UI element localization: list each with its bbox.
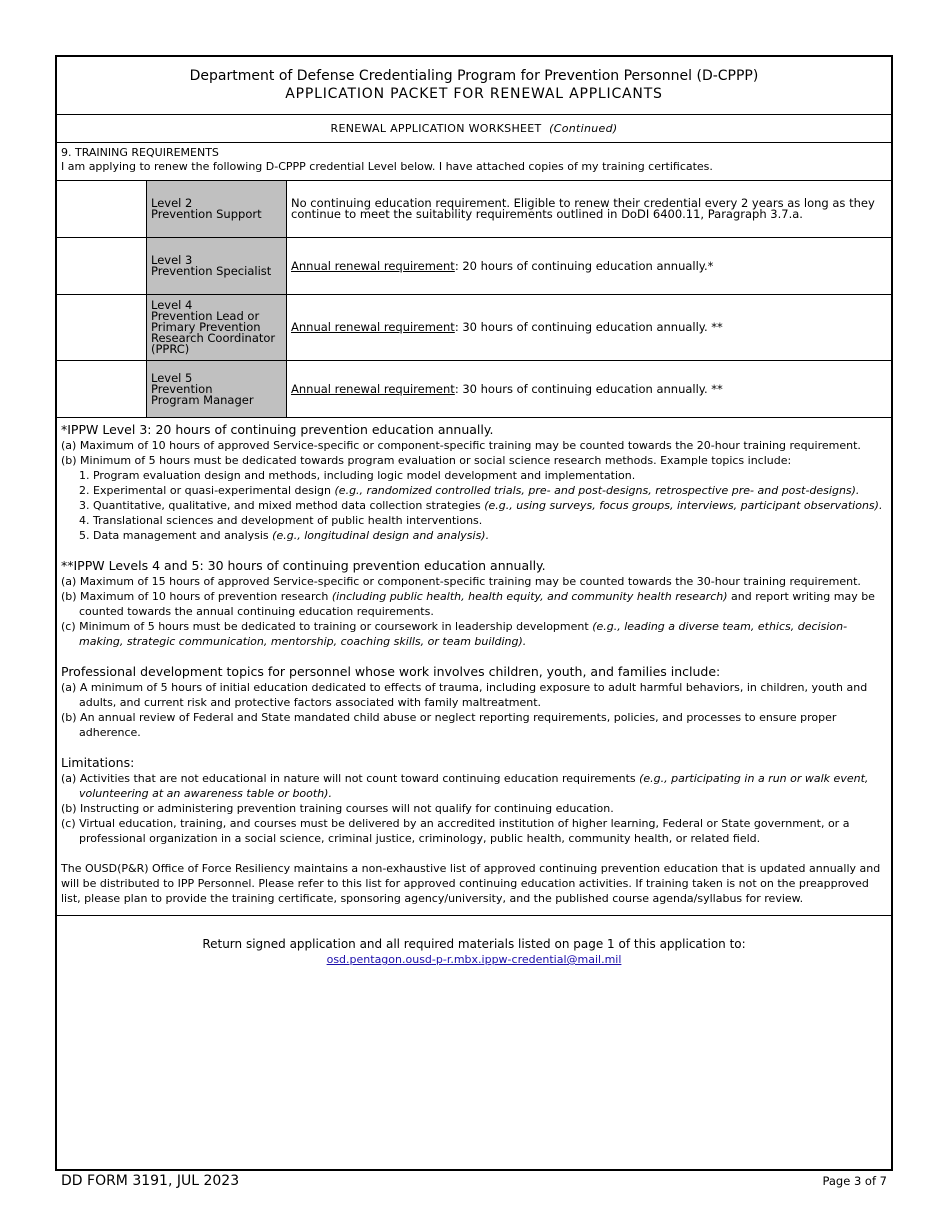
level-2-checkbox-cell[interactable] [57, 181, 147, 237]
packet-title: APPLICATION PACKET FOR RENEWAL APPLICANTS [285, 86, 663, 102]
note-item: (c) Virtual education, training, and courses must be delivered by an accredited institution of higher learning, Federal or State government, or a professional organization in a social science, criminal justice, criminology, public health, community health, or related field. [61, 817, 850, 845]
worksheet-title: RENEWAL APPLICATION WORKSHEET [330, 122, 542, 135]
requirement-label: Annual renewal requirement [291, 381, 455, 396]
topic-item: 2. Experimental or quasi-experimental design (e.g., randomized controlled trials, pre- and post-designs, retrospective pre- and post-designs). [79, 484, 860, 497]
return-text: Return signed application and all required materials listed on page 1 of this application to: [202, 937, 746, 951]
form-page [55, 55, 893, 1171]
requirement-label: Annual renewal requirement [291, 320, 455, 334]
note-item: (c) Minimum of 5 hours must be dedicated to training or coursework in leadership development (e.g., leading a diverse team, ethics, decision-making, strategic communication, mentorship, coaching skills, or team building). [61, 620, 848, 648]
requirement-text: : 20 hours of continuing education annually.* [454, 258, 714, 273]
level-number: Level 2 [151, 196, 193, 210]
level-5-label [147, 361, 287, 417]
level-3-checkbox-cell[interactable] [57, 238, 147, 294]
topic-item: 1. Program evaluation design and methods, including logic model development and implementation. [79, 469, 636, 482]
level-2-label [147, 181, 287, 237]
topic-item: 5. Data management and analysis (e.g., longitudinal design and analysis). [79, 529, 490, 542]
topic-item: 4. Translational sciences and development of public health interventions. [79, 514, 483, 527]
level-3-label [147, 238, 287, 294]
note-item: (a) Maximum of 15 hours of approved Service-specific or component-specific training may be counted towards the 30-hour training requirement. [61, 575, 861, 588]
level-name-line: (PPRC) [151, 342, 190, 356]
level-2-requirement: No continuing education requirement. Eligible to renew their credential every 2 years as long as they continue to meet the suitability requirements outlined in DoDI 6400.11, Paragraph 3.7.a. [291, 196, 875, 221]
level-name-line: Research Coordinator [151, 331, 276, 345]
topic-item: 3. Quantitative, qualitative, and mixed method data collection strategies (e.g., using surveys, focus groups, interviews, participant observations). [79, 499, 883, 512]
form-number: DD FORM 3191, JUL 2023 [61, 1173, 240, 1189]
level-number: Level 5 [151, 370, 193, 385]
closing-paragraph: The OUSD(P&R) Office of Force Resiliency maintains a non-exhaustive list of approved continuing prevention education that is updated annually and will be distributed to IPP Personnel. Please refer to this list for approved continuing education activities. If training taken is not on the preapproved list, please plan to provide the training certificate, sponsoring agency/university, and the published course agenda/syllabus for review. [61, 862, 881, 905]
level-4-checkbox-cell[interactable] [57, 295, 147, 360]
level-name-line: Prevention Lead or [151, 309, 260, 323]
program-title: Department of Defense Credentialing Program for Prevention Personnel (D-CPPP) [189, 68, 759, 84]
requirement-text: : 30 hours of continuing education annually. ** [454, 381, 723, 396]
credential-email-link[interactable]: osd.pentagon.ousd-p-r.mbx.ippw-credential@mail.mil [326, 953, 622, 966]
form-header [57, 57, 891, 115]
level-3-note-heading: *IPPW Level 3: 20 hours of continuing prevention education annually. [61, 422, 494, 437]
level-name: Prevention Specialist [151, 264, 272, 278]
note-item: (b) An annual review of Federal and State mandated child abuse or neglect reporting requirements, policies, and processes to ensure proper adherence. [61, 711, 837, 739]
note-item: (b) Minimum of 5 hours must be dedicated towards program evaluation or social science research methods. Example topics include: [61, 454, 792, 467]
level-row-3 [57, 238, 891, 295]
training-intro: I am applying to renew the following D-CPPP credential Level below. I have attached copies of my training certificates. [61, 160, 713, 173]
training-requirements-section [57, 143, 891, 181]
level-3-requirement [287, 238, 891, 294]
worksheet-title-row [57, 115, 891, 143]
level-name-line: Prevention [151, 381, 213, 396]
level-4-requirement [287, 295, 891, 360]
note-item: (a) A minimum of 5 hours of initial education dedicated to effects of trauma, including exposure to adult harmful behaviors, in children, youth and adults, and current risk and protective factors associated with family maltreatment. [61, 681, 868, 709]
level-name-line: Primary Prevention [151, 320, 261, 334]
professional-heading: Professional development topics for personnel whose work involves children, youth, and families include: [61, 664, 721, 679]
note-item: (a) Maximum of 10 hours of approved Service-specific or component-specific training may be counted towards the 20-hour training requirement. [61, 439, 861, 452]
level-number: Level 4 [151, 298, 193, 312]
note-item: (b) Maximum of 10 hours of prevention research (including public health, health equity, and community health research) and report writing may be counted towards the annual continuing education requirements. [61, 590, 875, 618]
limitations-heading: Limitations: [61, 755, 135, 770]
level-5-checkbox-cell[interactable] [57, 361, 147, 417]
level-row-4 [57, 295, 891, 361]
level-number: Level 3 [151, 253, 193, 267]
level-name: Prevention Support [151, 207, 262, 221]
note-item: (b) Instructing or administering prevention training courses will not qualify for continuing education. [61, 802, 614, 815]
level-4-label [147, 295, 287, 360]
requirement-text: : 30 hours of continuing education annually. ** [454, 320, 723, 334]
level-name-line: Program Manager [151, 392, 254, 407]
page-number: Page 3 of 7 [822, 1174, 887, 1188]
return-instructions [57, 916, 891, 967]
level-5-requirement [287, 361, 891, 417]
level-row-2 [57, 181, 891, 238]
training-heading: 9. TRAINING REQUIREMENTS [61, 146, 219, 159]
level-row-5 [57, 361, 891, 418]
requirements-notes [57, 418, 891, 916]
requirement-label: Annual renewal requirement [291, 258, 455, 273]
level-4-5-note-heading: **IPPW Levels 4 and 5: 30 hours of continuing prevention education annually. [61, 558, 546, 573]
note-item: (a) Activities that are not educational in nature will not count toward continuing education requirements (e.g., participating in a run or walk event, volunteering at an awareness table or booth). [61, 772, 869, 800]
worksheet-continued: (Continued) [549, 122, 618, 135]
